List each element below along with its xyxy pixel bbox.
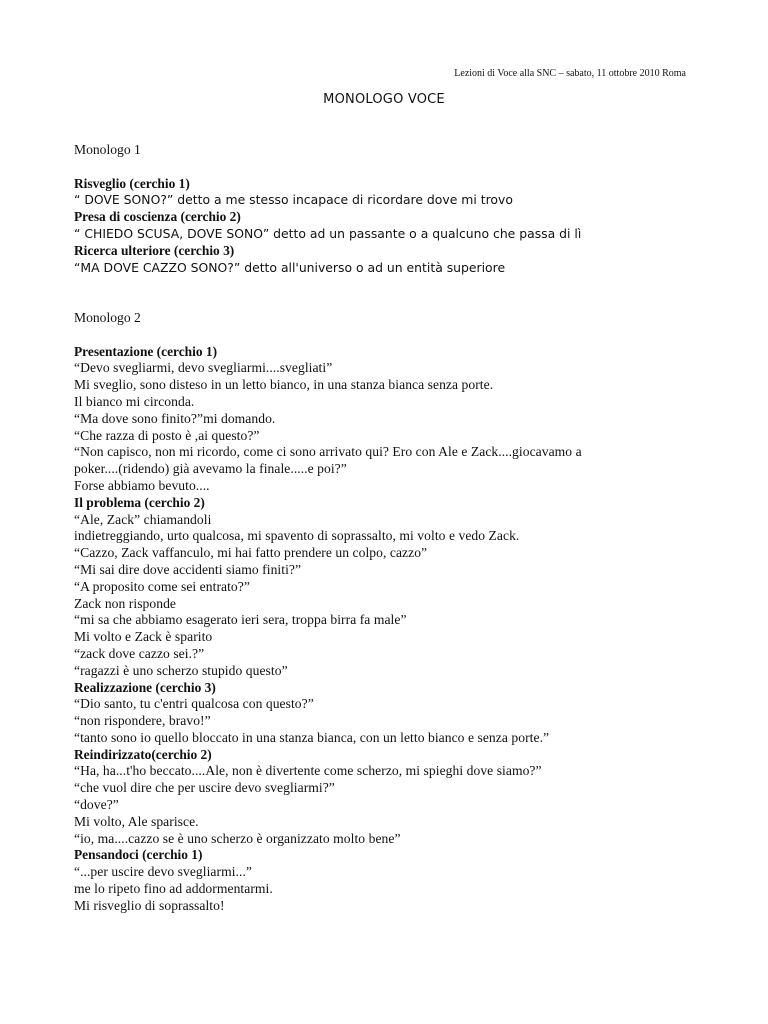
text-line: Mi volto, Ale sparisce. (74, 813, 199, 829)
section-heading: Ricerca ulteriore (cerchio 3) (74, 242, 235, 258)
text-line: “tanto sono io quello bloccato in una stanza bianca, con un letto bianco e senza porte.” (74, 729, 550, 745)
text-line: “mi sa che abbiamo esagerato ieri sera, troppa birra fa male” (74, 612, 407, 628)
text-line: Mi sveglio, sono disteso in un letto bianco, in una stanza bianca senza porte. (74, 377, 494, 393)
section-heading: Presa di coscienza (cerchio 2) (74, 209, 241, 225)
header-note: Lezioni di Voce alla SNC – sabato, 11 ottobre 2010 Roma (454, 68, 686, 79)
text-line: Mi volto e Zack è sparito (74, 629, 213, 645)
text-line: “Non capisco, non mi ricordo, come ci sono arrivato qui? Ero con Ale e Zack....giocavamo a (74, 444, 582, 460)
document-body (74, 142, 694, 915)
text-line: “Devo svegliarmi, devo svegliarmi....svegliati” (74, 360, 333, 376)
text-line: “zack dove cazzo sei.?” (74, 645, 205, 661)
text-line: “Ma dove sono finito?”mi domando. (74, 410, 276, 426)
text-line: “Ale, Zack” chiamandoli (74, 511, 212, 527)
text-line: “ DOVE SONO?” detto a me stesso incapace di ricordare dove mi trovo (74, 192, 513, 208)
monologo-1-label: Monologo 1 (74, 142, 141, 157)
text-line: “che vuol dire che per uscire devo svegliarmi?” (74, 780, 335, 796)
spacer (74, 276, 694, 310)
text-line: “Che razza di posto è ,ai questo?” (74, 427, 260, 443)
text-line: Il bianco mi circonda. (74, 393, 195, 409)
text-line: “Ha, ha...t'ho beccato....Ale, non è divertente come scherzo, mi spieghi dove siamo?” (74, 763, 542, 779)
text-line: “ CHIEDO SCUSA, DOVE SONO” detto ad un passante o a qualcuno che passa di lì (74, 225, 582, 241)
section-heading: Presentazione (cerchio 1) (74, 343, 218, 359)
text-line: “Cazzo, Zack vaffanculo, mi hai fatto prendere un colpo, cazzo” (74, 545, 428, 561)
text-line: “Mi sai dire dove accidenti siamo finiti?” (74, 561, 302, 577)
text-line: me lo ripeto fino ad addormentarmi. (74, 881, 273, 897)
text-line: “MA DOVE CAZZO SONO?” detto all'universo o ad un entità superiore (74, 259, 506, 275)
text-line: “Dio santo, tu c'entri qualcosa con questo?” (74, 696, 314, 712)
text-line: indietreggiando, urto qualcosa, mi spavento di soprassalto, mi volto e vedo Zack. (74, 528, 520, 544)
section-heading: Risveglio (cerchio 1) (74, 175, 190, 191)
spacer (74, 159, 694, 176)
text-line: “ragazzi è uno scherzo stupido questo” (74, 662, 288, 678)
text-line: Zack non risponde (74, 595, 177, 611)
text-line: Mi risveglio di soprassalto! (74, 897, 225, 913)
text-line: “io, ma....cazzo se è uno scherzo è organizzato molto bene” (74, 830, 401, 846)
text-line: “...per uscire devo svegliarmi...” (74, 864, 252, 880)
section-heading: Il problema (cerchio 2) (74, 494, 205, 510)
monologo-2-label: Monologo 2 (74, 309, 141, 325)
section-heading: Pensandoci (cerchio 1) (74, 847, 203, 863)
text-line: “dove?” (74, 797, 119, 813)
section-heading: Realizzazione (cerchio 3) (74, 679, 216, 695)
text-line: “A proposito come sei entrato?” (74, 578, 250, 594)
text-line: poker....(ridendo) già avevamo la finale.....e poi?” (74, 461, 347, 477)
spacer (74, 327, 694, 344)
text-line: “non rispondere, bravo!” (74, 713, 211, 729)
page-title: MONOLOGO VOCE (323, 92, 445, 107)
section-heading: Reindirizzato(cerchio 2) (74, 746, 212, 762)
text-line: Forse abbiamo bevuto.... (74, 477, 210, 493)
